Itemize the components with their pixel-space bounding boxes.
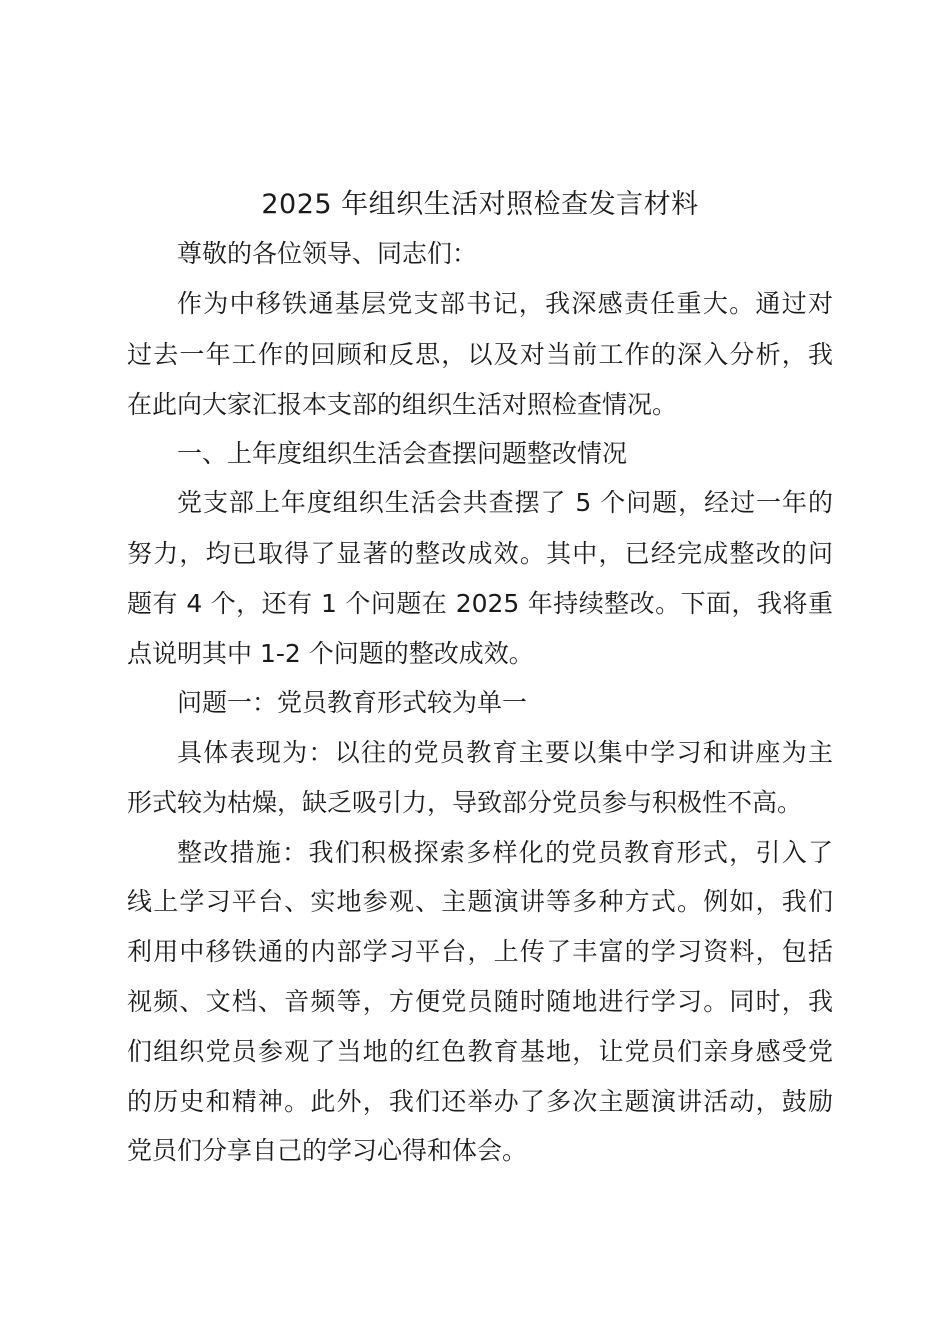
paragraph-line: 努力，均已取得了显著的整改成效。其中，已经完成整改的问 xyxy=(127,539,833,568)
paragraph-line: 视频、文档、音频等，方便党员随时随地进行学习。同时，我 xyxy=(127,987,833,1016)
paragraph-line: 党员们分享自己的学习心得和体会。 xyxy=(127,1136,528,1165)
paragraph-line: 们组织党员参观了当地的红色教育基地，让党员们亲身感受党 xyxy=(127,1037,833,1066)
document-title: 2025 年组织生活对照检查发言材料 xyxy=(261,189,699,220)
paragraph-line: 点说明其中 1-2 个问题的整改成效。 xyxy=(127,639,534,668)
paragraph-line: 党支部上年度组织生活会共查摆了 5 个问题，经过一年的 xyxy=(177,488,833,517)
issue-heading: 问题一：党员教育形式较为单一 xyxy=(177,688,528,717)
salutation: 尊敬的各位领导、同志们： xyxy=(177,239,478,268)
section-heading: 一、上年度组织生活会查摆问题整改情况 xyxy=(177,439,628,468)
paragraph-line: 整改措施：我们积极探索多样化的党员教育形式，引入了 xyxy=(177,838,833,867)
paragraph-line: 题有 4 个，还有 1 个问题在 2025 年持续整改。下面，我将重 xyxy=(127,589,833,618)
paragraph-line: 在此向大家汇报本支部的组织生活对照检查情况。 xyxy=(127,390,678,419)
paragraph-line: 具体表现为：以往的党员教育主要以集中学习和讲座为主 xyxy=(177,738,833,767)
paragraph-line: 利用中移铁通的内部学习平台，上传了丰富的学习资料，包括 xyxy=(127,937,833,966)
paragraph-line: 过去一年工作的回顾和反思，以及对当前工作的深入分析，我 xyxy=(127,340,833,369)
paragraph-line: 的历史和精神。此外，我们还举办了多次主题演讲活动，鼓励 xyxy=(127,1087,833,1116)
paragraph-line: 作为中移铁通基层党支部书记，我深感责任重大。通过对 xyxy=(177,289,833,318)
paragraph-line: 形式较为枯燥，缺乏吸引力，导致部分党员参与积极性不高。 xyxy=(127,788,803,817)
paragraph-line: 线上学习平台、实地参观、主题演讲等多种方式。例如，我们 xyxy=(127,887,833,916)
